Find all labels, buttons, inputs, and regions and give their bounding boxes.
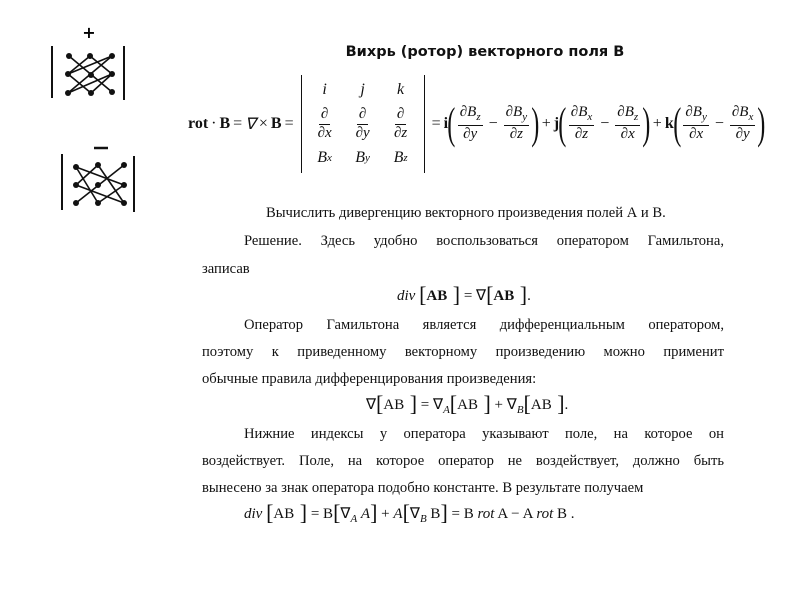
nabla-symbol: ∇ xyxy=(245,116,256,133)
page-title: Вихрь (ротор) векторного поля B xyxy=(345,44,625,60)
problem-statement: Вычислить дивергенцию векторного произведения полей А и В. xyxy=(266,205,666,221)
determinant-minus-diagram-icon xyxy=(56,140,146,212)
sarrus-diagram-positive xyxy=(44,26,134,102)
paragraph-2-line-3: обычные правила дифференцирования произведения: xyxy=(202,371,537,387)
solution-line-2: записав xyxy=(202,261,250,277)
paragraph-3-line-3: вынесено за знак оператора подобно константе. В результате получаем xyxy=(202,480,644,496)
paragraph-2-line-2: поэтому к приведенному векторному произведению можно применит xyxy=(202,344,724,360)
paragraph-3-line-1: Нижние индексы у оператора указывают поле, на которое он xyxy=(244,426,724,442)
rot-formula: rot · B = ∇ × B = i j k $\frac{\partial}{\partial x}$ $\frac{\partial}{\partial y}$ $\frac{\partial}{\partial z}$ B x B y B z = i ( $\frac{\partial B_z}{\partial y}$ − $\frac{\partial B_y}{\partial z}$ ) + j ( $\frac{\partial B_x}{\partial z}$ − $\frac{\partial B_z}{\partial x}$ ) + k ( $\frac{\partial B_y}{\partial x}$ − $\frac{\partial B_x}{\partial y}$ ) xyxy=(188,74,765,174)
rot-label: rot xyxy=(188,115,209,132)
equation-nabla-ab: ∇[AB ] = $\nabla_A[AB$ ] + $\nabla_B[AB$ ]. xyxy=(366,391,569,416)
solution-line-1: Решение. Здесь удобно воспользоваться оператором Гамильтона, xyxy=(244,233,724,249)
equation-div-ab: div [AB ] = ∇[AB ]. xyxy=(397,282,531,307)
paragraph-2-line-1: Оператор Гамильтона является дифференциальным оператором, xyxy=(244,317,724,333)
paragraph-3-line-2: воздействует. Поле, на которое оператор не воздействует, должно быть xyxy=(202,453,724,469)
equation-div-result: div [AB ] = $B[\nabla_A$ $A] + A[\nabla_B$ B] = B rot A − A rot B . xyxy=(244,500,575,525)
sarrus-diagram-negative xyxy=(56,140,146,212)
determinant-plus-diagram-icon xyxy=(44,26,134,102)
determinant-matrix: i j k $\frac{\partial}{\partial x}$ $\frac{\partial}{\partial y}$ $\frac{\partial}{\partial z}$ B x B y B z xyxy=(301,75,425,173)
svg-text:+: + xyxy=(82,26,96,42)
